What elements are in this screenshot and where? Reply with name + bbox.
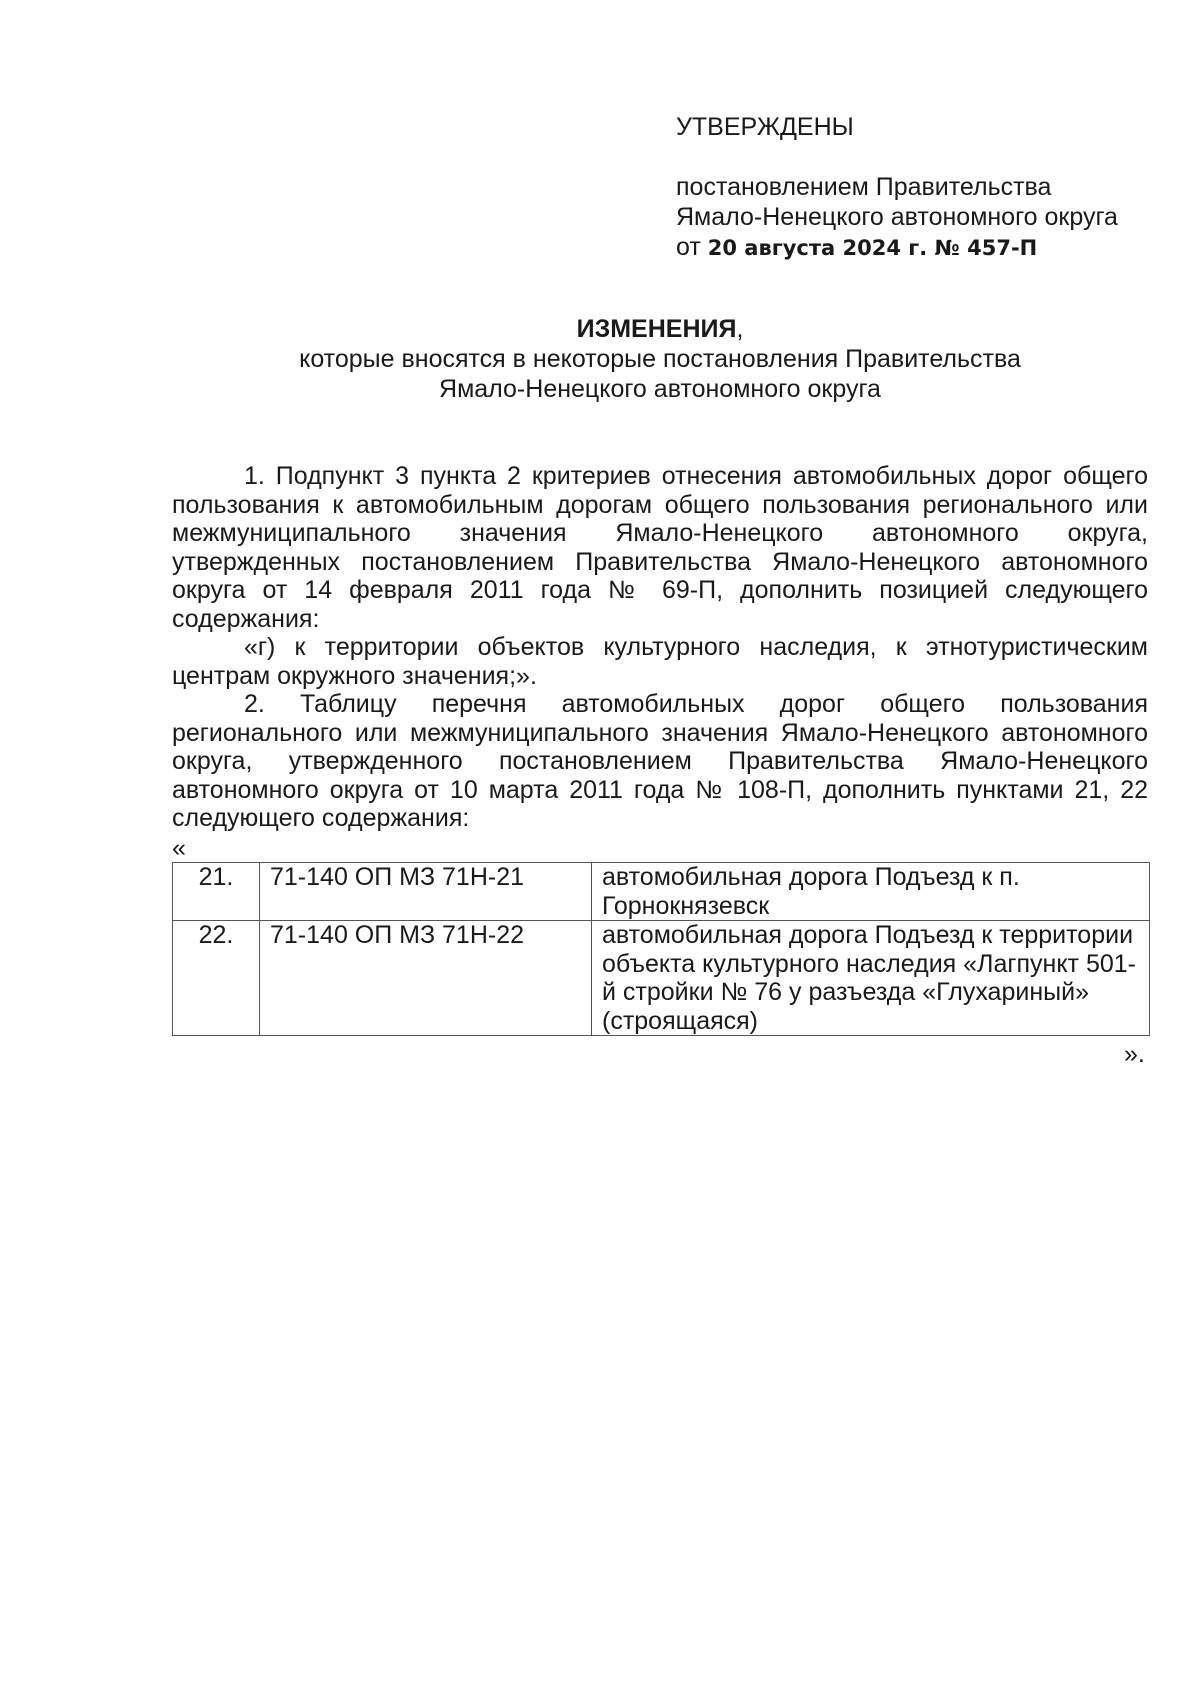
closing-quote: ».: [1124, 1040, 1145, 1068]
approval-date-value: 20 августа 2024 г. № 457-П: [707, 236, 1038, 260]
road-description: автомобильная дорога Подъезд к территории объекта культурного наследия «Лагпункт 501-й стройки № 76 у разъезда «Глухариный» (строящаяся): [592, 921, 1150, 1036]
road-code: 71-140 ОП МЗ 71Н-22: [260, 921, 592, 1036]
document-title: [172, 314, 1148, 404]
title-line-2: которые вносятся в некоторые постановления Правительства: [299, 345, 1021, 373]
approval-date-prefix: от: [676, 233, 701, 261]
table-row: [173, 921, 1150, 1036]
title-line-3: Ямало-Ненецкого автономного округа: [439, 375, 881, 403]
road-code: 71-140 ОП МЗ 71Н-21: [260, 863, 592, 921]
road-description: автомобильная дорога Подъезд к п. Горнокнязевск: [592, 863, 1150, 921]
title-comma: ,: [736, 315, 744, 343]
approval-block: [676, 112, 1156, 263]
item-1-paragraph: 1. Подпункт 3 пункта 2 критериев отнесения автомобильных дорог общего пользования к автомобильным дорогам общего пользования регионального или межмуниципального значения Ямало-Ненецкого автономного округа, утвержденных постановлением Правительства Ямало-Ненецкого автономного округа от 14 февраля 2011 года № 69-П, дополнить позицией следующего содержания:: [172, 462, 1148, 633]
approval-line-1: постановлением Правительства: [676, 173, 1052, 201]
title-line-1: [172, 314, 1148, 344]
document-body: [172, 462, 1148, 833]
opening-quote: «: [172, 834, 186, 862]
row-number: 21.: [173, 863, 260, 921]
roads-table: [172, 862, 1150, 1036]
item-2-paragraph: 2. Таблицу перечня автомобильных дорог общего пользования регионального или межмуниципального значения Ямало-Ненецкого автономного округа, утвержденного постановлением Правительства Ямало-Ненецкого автономного округа от 10 марта 2011 года № 108-П, дополнить пунктами 21, 22 следующего содержания:: [172, 690, 1148, 832]
title-word: ИЗМЕНЕНИЯ: [576, 315, 737, 343]
approval-line-2: Ямало-Ненецкого автономного округа: [676, 203, 1118, 231]
approval-date-line: [676, 232, 1156, 263]
row-number: 22.: [173, 921, 260, 1036]
approval-stamp: УТВЕРЖДЕНЫ: [676, 113, 854, 141]
item-1-quote-paragraph: «г) к территории объектов культурного наследия, к этнотуристическим центрам окружного значения;».: [172, 633, 1148, 690]
table-row: [173, 863, 1150, 921]
